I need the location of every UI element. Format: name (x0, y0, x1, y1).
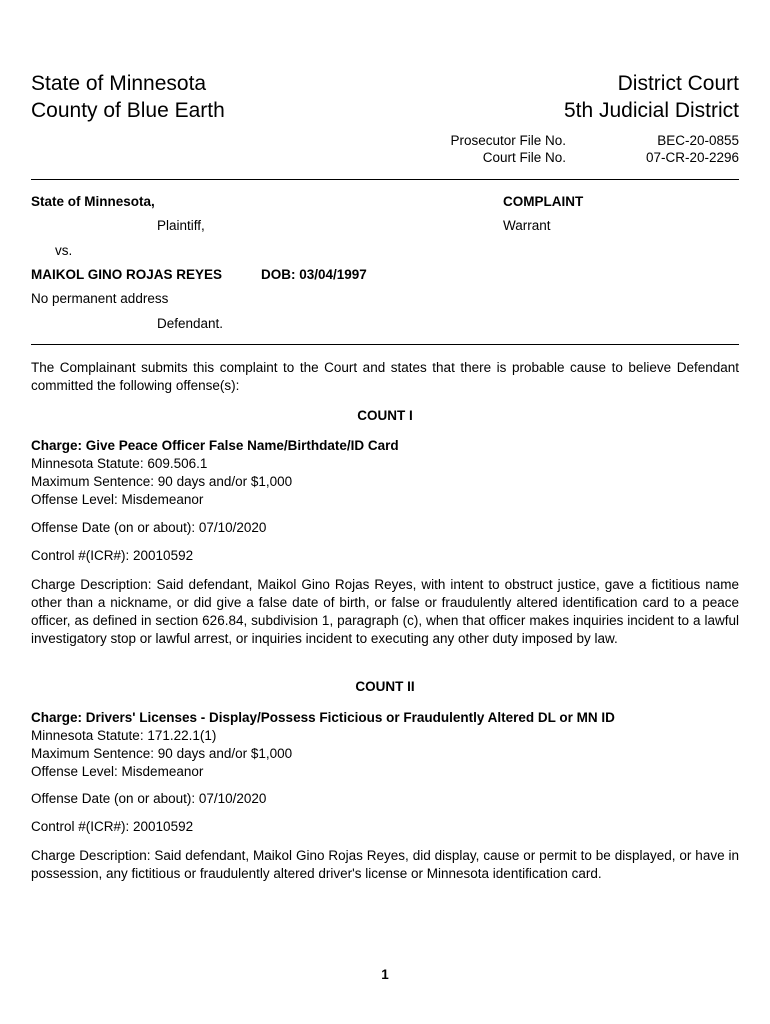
charge-description: Charge Description: Said defendant, Maikol Gino Rojas Reyes, did display, cause or permit to be displayed, or have in possession, any fictitious or fraudulently altered driver's license or Minnesota identification card. (31, 848, 739, 881)
header-divider (31, 179, 739, 180)
document-type: COMPLAINT (503, 194, 584, 209)
plaintiff-role: Plaintiff, (157, 218, 205, 233)
prosecutor-file-label: Prosecutor File No. (450, 133, 566, 148)
offense-level: Offense Level: Misdemeanor (31, 492, 204, 507)
charge-title: Charge: Drivers' Licenses - Display/Possess Ficticious or Fraudulently Altered DL or MN ID (31, 710, 615, 725)
max-sentence: Maximum Sentence: 90 days and/or $1,000 (31, 746, 293, 761)
court-heading: District Court (617, 72, 739, 95)
offense-date: Offense Date (on or about): 07/10/2020 (31, 791, 267, 806)
control-number: Control #(ICR#): 20010592 (31, 548, 194, 563)
charge-title: Charge: Give Peace Officer False Name/Birthdate/ID Card (31, 438, 399, 453)
caption-divider (31, 344, 739, 345)
defendant-address: No permanent address (31, 291, 169, 306)
control-number: Control #(ICR#): 20010592 (31, 819, 194, 834)
court-file-number: 07-CR-20-2296 (645, 150, 739, 165)
count-details (31, 709, 739, 781)
offense-level: Offense Level: Misdemeanor (31, 764, 204, 779)
count-details (31, 437, 739, 509)
intro-paragraph: The Complainant submits this complaint to the Court and states that there is probable cause to believe Defendant committed the following offense(s): (31, 360, 739, 393)
plaintiff-name: State of Minnesota, (31, 194, 155, 209)
count-heading: COUNT I (357, 408, 413, 423)
state-heading: State of Minnesota (31, 72, 207, 95)
county-heading: County of Blue Earth (31, 99, 225, 122)
versus-label: vs. (55, 243, 73, 258)
court-file-label: Court File No. (482, 150, 566, 165)
defendant-name: MAIKOL GINO ROJAS REYES (31, 267, 223, 282)
statute: Minnesota Statute: 609.506.1 (31, 456, 208, 471)
district-heading: 5th Judicial District (563, 99, 739, 122)
defendant-dob: DOB: 03/04/1997 (261, 267, 367, 282)
statute: Minnesota Statute: 171.22.1(1) (31, 728, 217, 743)
max-sentence: Maximum Sentence: 90 days and/or $1,000 (31, 474, 293, 489)
page-number: 1 (381, 967, 389, 982)
charge-description: Charge Description: Said defendant, Maikol Gino Rojas Reyes, with intent to obstruct justice, gave a fictitious name other than a nickname, or did give a false date of birth, or false or fraudulently altered identification card to a peace officer, as defined in section 626.84, subdivision 1, paragraph (c), when that officer makes inquiries incident to a lawful investigatory stop or lawful arrest, or inquiries incident to executing any other duty imposed by law. (31, 577, 739, 646)
prosecutor-file-number: BEC-20-0855 (657, 133, 739, 148)
defendant-role: Defendant. (157, 316, 224, 331)
offense-date: Offense Date (on or about): 07/10/2020 (31, 520, 267, 535)
document-subtype: Warrant (503, 218, 551, 233)
count-heading: COUNT II (355, 679, 415, 694)
